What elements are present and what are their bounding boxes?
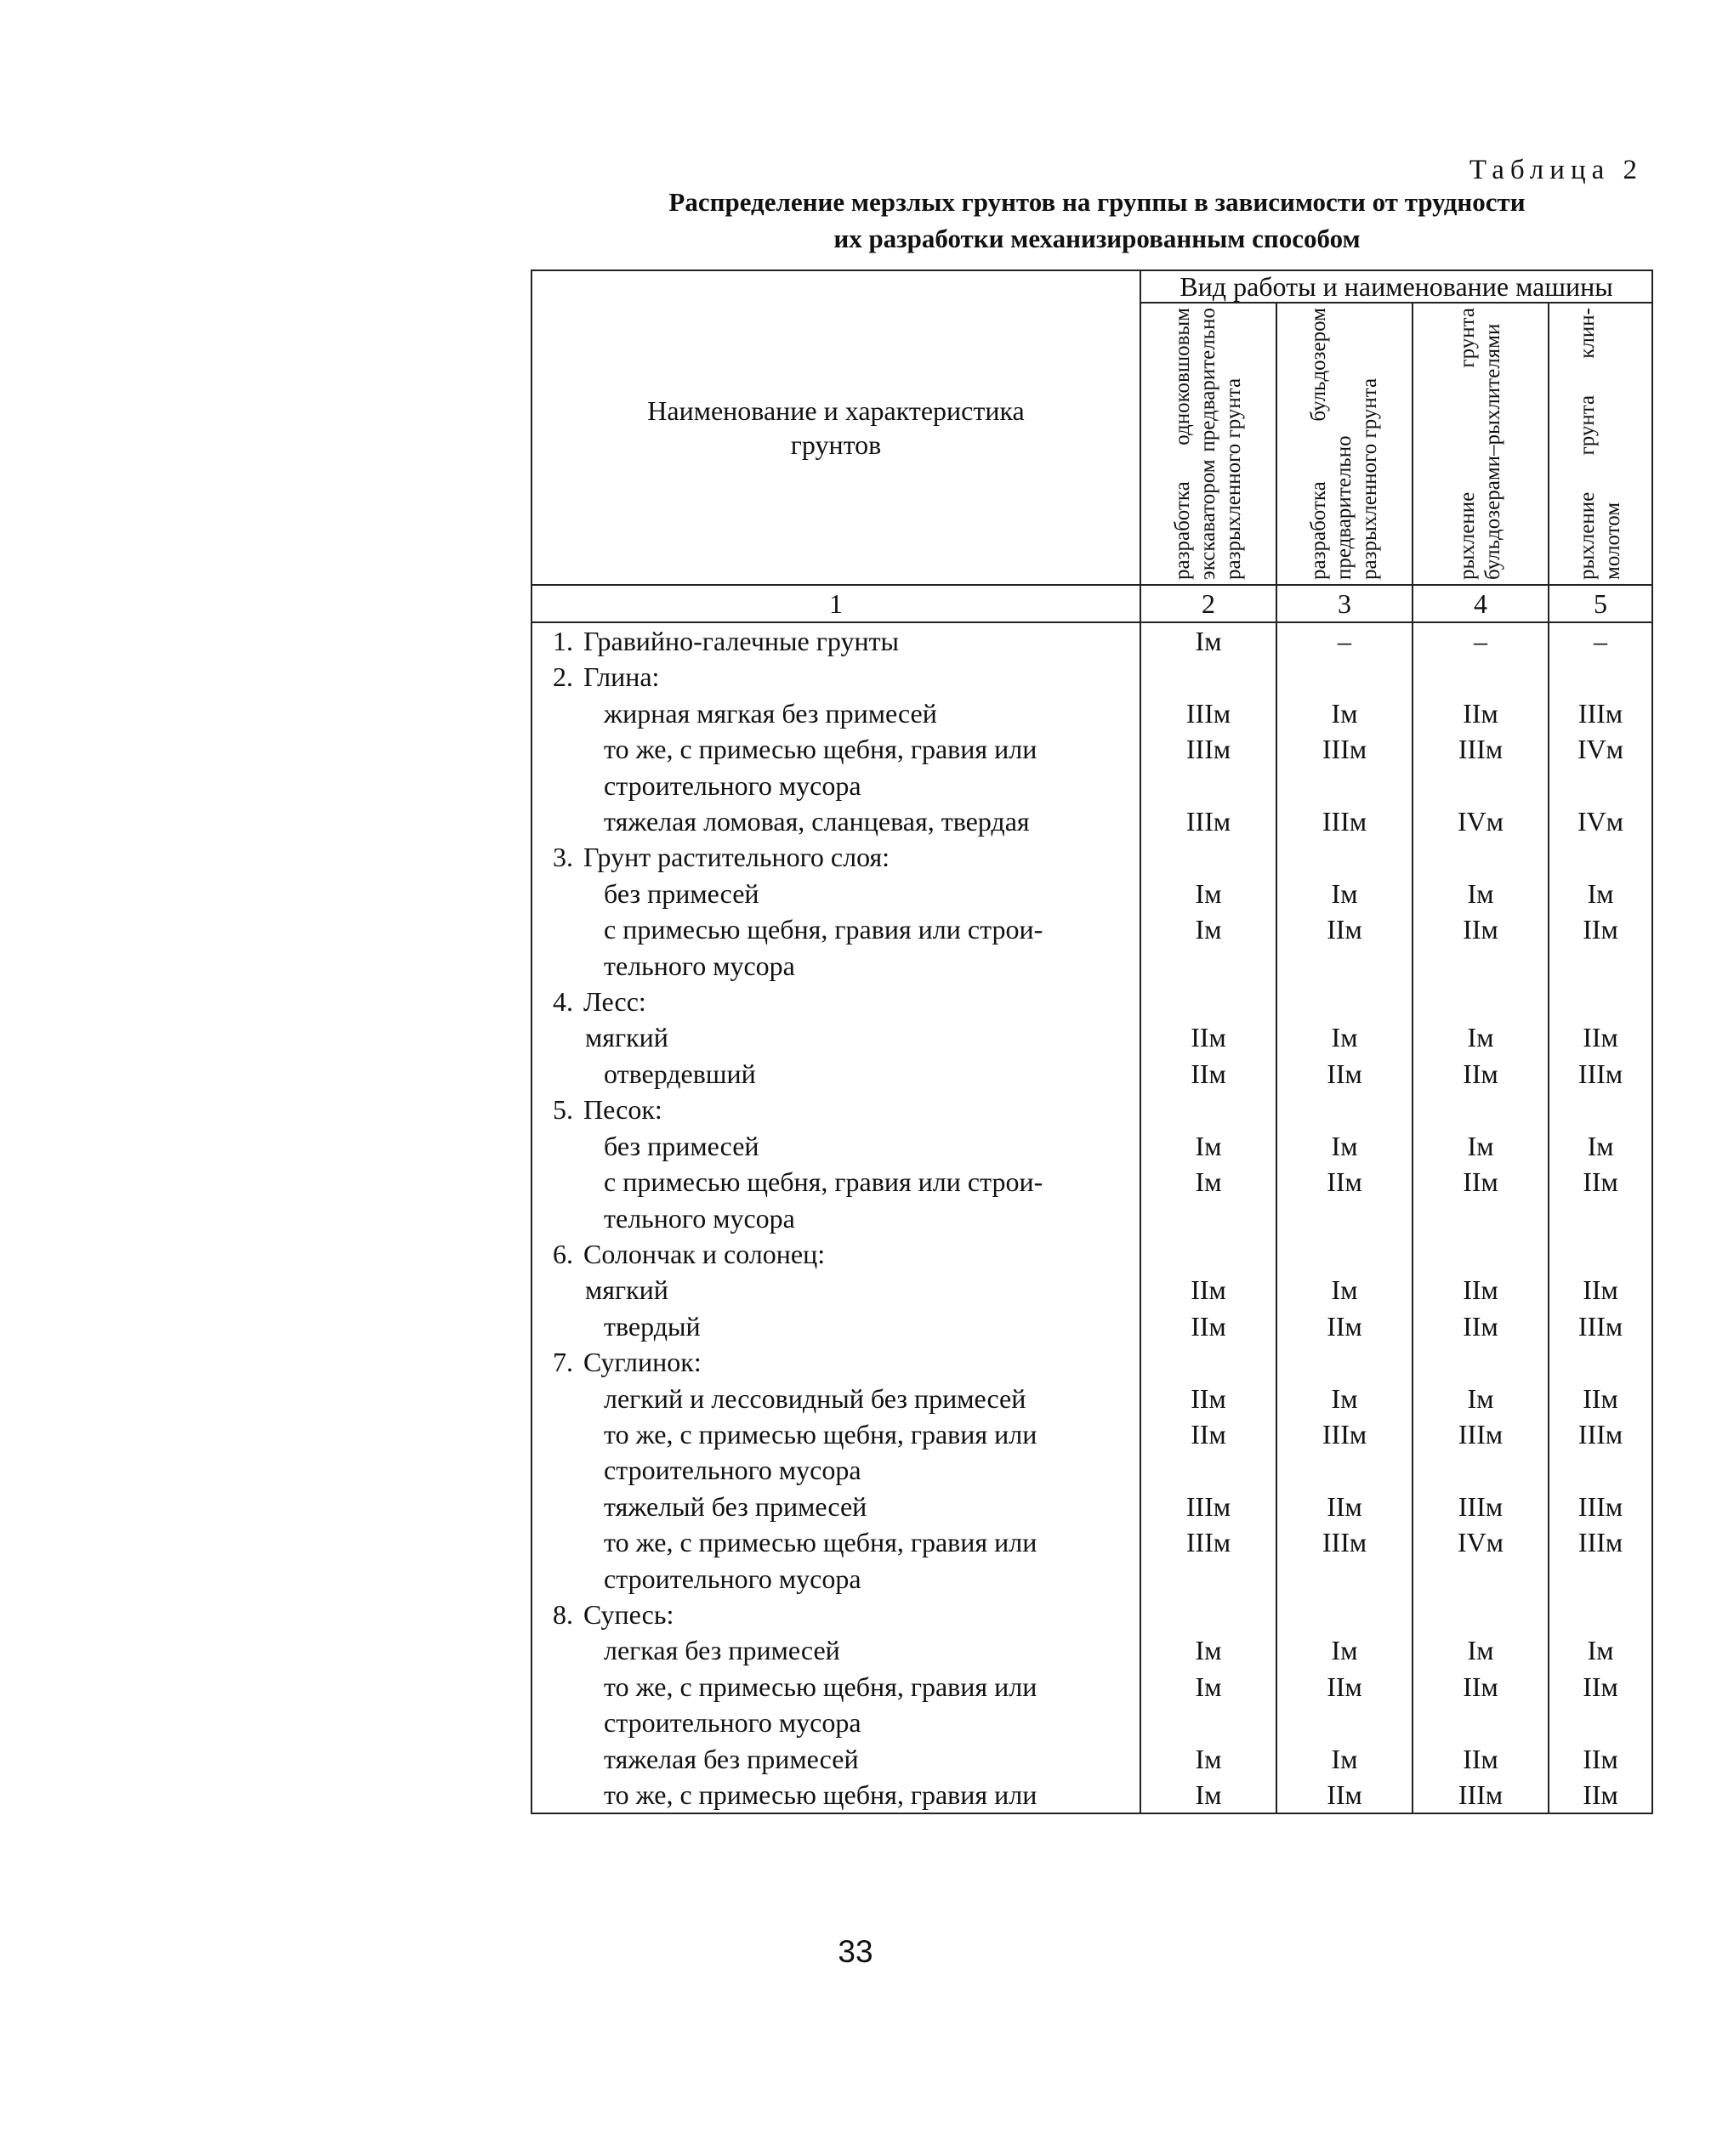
group-value-c2: Iм [1140, 876, 1276, 911]
soil-name-cell [531, 768, 1140, 803]
group-value-c3: IIм [1276, 1056, 1413, 1092]
soil-name-cell [531, 1632, 1140, 1668]
table-row [531, 911, 1652, 947]
table-row [531, 1452, 1652, 1488]
table-row [531, 731, 1652, 767]
group-value-c4 [1413, 1236, 1549, 1272]
table-row [531, 768, 1652, 803]
group-value-c5 [1549, 984, 1652, 1019]
group-value-c4 [1413, 1705, 1549, 1740]
group-value-c3 [1276, 1705, 1413, 1740]
table-row [531, 1056, 1652, 1092]
group-value-c4: IIм [1413, 1741, 1549, 1777]
soil-name: то же, с примесью щебня, гравия или [604, 1671, 1037, 1702]
soil-groups-table [531, 270, 1653, 1814]
group-value-c4: – [1413, 622, 1549, 659]
table-row [531, 1416, 1652, 1452]
soil-name: Гравийно-галечные грунты [583, 626, 900, 656]
title-line-2: их разработки механизированным способом [833, 224, 1361, 253]
group-value-c5: Iм [1549, 876, 1652, 911]
soil-name-cell [531, 1381, 1140, 1416]
soil-name: без примесей [604, 877, 759, 909]
group-value-c3 [1276, 1344, 1413, 1380]
soil-name: строительного мусора [604, 1455, 861, 1486]
column-number: 2 [1140, 585, 1276, 622]
table-row [531, 1128, 1652, 1164]
group-value-c2: IIм [1140, 1019, 1276, 1055]
group-value-c3 [1276, 984, 1413, 1019]
group-value-c3: Iм [1276, 1019, 1413, 1055]
group-value-c4 [1413, 1597, 1549, 1632]
soil-name-cell [531, 1777, 1140, 1813]
col4-header [1413, 303, 1549, 585]
soil-name: мягкий [585, 1274, 668, 1306]
column-number-row [531, 585, 1652, 622]
group-value-c4: IIIм [1413, 1489, 1549, 1524]
group-value-c3 [1276, 1597, 1413, 1632]
group-value-c3 [1276, 1452, 1413, 1488]
group-value-c5: IIм [1549, 1272, 1652, 1308]
soil-name: тельного мусора [604, 950, 795, 981]
column-number: 3 [1276, 585, 1413, 622]
table-row [531, 622, 1652, 659]
group-value-c5 [1549, 1705, 1652, 1740]
soil-name-cell [531, 695, 1140, 731]
group-value-c5: IVм [1549, 731, 1652, 767]
group-value-c5: Iм [1549, 1632, 1652, 1668]
table-row [531, 1164, 1652, 1200]
soil-name: тяжелый без примесей [604, 1490, 867, 1522]
soil-name: твердый [604, 1310, 701, 1342]
group-value-c5 [1549, 659, 1652, 695]
soil-name-cell [531, 984, 1140, 1019]
group-value-c2 [1140, 1705, 1276, 1740]
group-value-c4: IIм [1413, 1308, 1549, 1344]
title-line-1: Распределение мерзлых грунтов на группы в зависимости от трудности [668, 187, 1526, 217]
soil-name: без примесей [604, 1130, 759, 1161]
soil-name: строительного мусора [604, 769, 861, 801]
table-row [531, 1524, 1652, 1560]
table-row [531, 876, 1652, 911]
group-value-c2 [1140, 1561, 1276, 1597]
group-value-c2 [1140, 948, 1276, 984]
item-number: 1. [553, 626, 573, 656]
group-value-c3 [1276, 659, 1413, 695]
group-value-c2: IIм [1140, 1272, 1276, 1308]
group-value-c3 [1276, 948, 1413, 984]
group-value-c5: IIIм [1549, 1056, 1652, 1092]
group-value-c5: IIм [1549, 1777, 1652, 1813]
table-row [531, 1777, 1652, 1813]
group-value-c3 [1276, 1561, 1413, 1597]
soil-name-cell [531, 1416, 1140, 1452]
group-value-c2 [1140, 1597, 1276, 1632]
work-type-group-header: Вид работы и наименование машины [1140, 270, 1652, 303]
soil-name-cell [531, 1597, 1140, 1632]
group-value-c3: IIм [1276, 1164, 1413, 1200]
group-value-c2 [1140, 984, 1276, 1019]
table-row [531, 1489, 1652, 1524]
group-value-c5 [1549, 1561, 1652, 1597]
soil-name-cell [531, 1128, 1140, 1164]
group-value-c2 [1140, 1092, 1276, 1127]
group-value-c4: Iм [1413, 1381, 1549, 1416]
group-value-c2: Iм [1140, 622, 1276, 659]
group-value-c2: IIIм [1140, 1489, 1276, 1524]
group-value-c2 [1140, 1236, 1276, 1272]
table-row [531, 839, 1652, 875]
table-row [531, 1236, 1652, 1272]
group-value-c3: IIм [1276, 1308, 1413, 1344]
table-row [531, 695, 1652, 731]
page-number: 33 [838, 1934, 873, 1969]
table-row [531, 1272, 1652, 1308]
group-value-c3: IIIм [1276, 1524, 1413, 1560]
soil-name: то же, с примесью щебня, гравия или [604, 734, 1037, 765]
table-row [531, 1200, 1652, 1236]
soil-name: Солончак и солонец: [583, 1238, 826, 1269]
column-number: 5 [1549, 585, 1652, 622]
soil-name-cell [531, 1741, 1140, 1777]
group-value-c5: IIIм [1549, 695, 1652, 731]
soil-name-cell [531, 1056, 1140, 1092]
group-value-c4 [1413, 1092, 1549, 1127]
soil-name-cell [531, 1200, 1140, 1236]
soil-name: мягкий [585, 1022, 668, 1053]
group-value-c4 [1413, 839, 1549, 875]
group-value-c4 [1413, 768, 1549, 803]
soil-name-cell [531, 731, 1140, 767]
group-value-c2 [1140, 839, 1276, 875]
soil-name-cell [531, 1092, 1140, 1127]
table-row [531, 1705, 1652, 1740]
group-value-c2: Iм [1140, 1777, 1276, 1813]
group-value-c3: Iм [1276, 1741, 1413, 1777]
group-value-c5: IIм [1549, 1164, 1652, 1200]
group-value-c5: IIм [1549, 1669, 1652, 1705]
group-value-c5: – [1549, 622, 1652, 659]
group-value-c2: Iм [1140, 1128, 1276, 1164]
soil-name-cell [531, 622, 1140, 659]
group-value-c4: IVм [1413, 803, 1549, 839]
soil-name-cell [531, 911, 1140, 947]
col3-header [1276, 303, 1413, 585]
group-value-c3: Iм [1276, 1632, 1413, 1668]
group-value-c5 [1549, 768, 1652, 803]
group-value-c3: Iм [1276, 695, 1413, 731]
group-value-c2: IIIм [1140, 695, 1276, 731]
table-row [531, 1741, 1652, 1777]
table-row [531, 984, 1652, 1019]
group-value-c2: Iм [1140, 1669, 1276, 1705]
column-number: 4 [1413, 585, 1549, 622]
group-value-c2: Iм [1140, 1164, 1276, 1200]
soil-name: с примесью щебня, гравия или строи- [604, 1166, 1043, 1198]
group-value-c3: IIм [1276, 1669, 1413, 1705]
group-value-c4 [1413, 1344, 1549, 1380]
soil-name-cell [531, 1272, 1140, 1308]
group-value-c4: IIм [1413, 1669, 1549, 1705]
soil-name: тельного мусора [604, 1202, 795, 1234]
soil-name: с примесью щебня, гравия или строи- [604, 914, 1043, 945]
group-value-c4 [1413, 1561, 1549, 1597]
soil-name: легкая без примесей [604, 1635, 840, 1666]
soil-name-cell [531, 1164, 1140, 1200]
group-value-c3: – [1276, 622, 1413, 659]
group-value-c5: IIIм [1549, 1524, 1652, 1560]
group-value-c5: IIIм [1549, 1308, 1652, 1344]
group-value-c3 [1276, 768, 1413, 803]
soil-name-cell [531, 839, 1140, 875]
name-header-line-2: грунтов [790, 429, 882, 460]
group-value-c2: IIIм [1140, 1524, 1276, 1560]
item-number: 8. [553, 1598, 573, 1630]
group-value-c5: IIм [1549, 1381, 1652, 1416]
soil-name-cell [531, 1236, 1140, 1272]
group-value-c3: Iм [1276, 876, 1413, 911]
soil-name: то же, с примесью щебня, гравия или [604, 1527, 1037, 1558]
group-value-c3: IIIм [1276, 803, 1413, 839]
soil-name: Грунт растительного слоя: [583, 842, 890, 873]
group-value-c3: Iм [1276, 1128, 1413, 1164]
soil-name-cell [531, 1019, 1140, 1055]
table-row [531, 1308, 1652, 1344]
table-row [531, 1669, 1652, 1705]
group-value-c4: Iм [1413, 1128, 1549, 1164]
table-row [531, 1561, 1652, 1597]
item-number: 6. [553, 1238, 573, 1269]
group-value-c2: IIIм [1140, 731, 1276, 767]
group-value-c3 [1276, 1200, 1413, 1236]
group-value-c4 [1413, 984, 1549, 1019]
group-value-c5 [1549, 1452, 1652, 1488]
soil-name: легкий и лессовидный без примесей [604, 1382, 1026, 1414]
group-value-c3: IIIм [1276, 731, 1413, 767]
soil-name: жирная мягкая без примесей [604, 697, 937, 729]
group-value-c5: IIIм [1549, 1489, 1652, 1524]
group-value-c4: IIм [1413, 1272, 1549, 1308]
soil-name-cell [531, 1452, 1140, 1488]
table-row [531, 659, 1652, 695]
col5-header-text: рыхление грунта клин-молотом [1576, 308, 1625, 580]
group-value-c3: IIм [1276, 911, 1413, 947]
group-value-c3 [1276, 839, 1413, 875]
table-row [531, 1597, 1652, 1632]
group-value-c4: IIIм [1413, 1777, 1549, 1813]
item-number: 7. [553, 1347, 573, 1378]
col3-header-text: разработка бульдозером предварительно разрыхленного грунта [1307, 308, 1381, 580]
table-label: Таблица 2 [1469, 155, 1643, 185]
table-row [531, 1019, 1652, 1055]
col5-header [1549, 303, 1652, 585]
name-header-line-1: Наименование и характеристика [647, 395, 1025, 426]
column-number: 1 [531, 585, 1140, 622]
group-value-c5: IIIм [1549, 1416, 1652, 1452]
group-value-c4: IIIм [1413, 731, 1549, 767]
group-value-c2 [1140, 659, 1276, 695]
group-value-c5 [1549, 1236, 1652, 1272]
group-value-c4 [1413, 948, 1549, 984]
soil-name-cell [531, 803, 1140, 839]
group-value-c5 [1549, 1344, 1652, 1380]
soil-name-cell [531, 948, 1140, 984]
soil-name-cell [531, 1308, 1140, 1344]
group-value-c3: Iм [1276, 1272, 1413, 1308]
table-header [531, 270, 1652, 622]
table-row [531, 1632, 1652, 1668]
group-value-c4: IIм [1413, 1056, 1549, 1092]
group-value-c3: IIIм [1276, 1416, 1413, 1452]
soil-name-cell [531, 1489, 1140, 1524]
group-value-c5: IIм [1549, 911, 1652, 947]
item-number: 2. [553, 661, 573, 693]
group-value-c2: Iм [1140, 911, 1276, 947]
soil-name-cell [531, 1524, 1140, 1560]
table-row [531, 1092, 1652, 1127]
soil-name: Глина: [583, 661, 660, 693]
soil-name: то же, с примесью щебня, гравия или [604, 1779, 1037, 1810]
soil-name-cell [531, 1669, 1140, 1705]
group-value-c3 [1276, 1092, 1413, 1127]
group-value-c5 [1549, 1597, 1652, 1632]
group-value-c2: IIм [1140, 1416, 1276, 1452]
group-value-c3: Iм [1276, 1381, 1413, 1416]
group-value-c3: IIм [1276, 1489, 1413, 1524]
group-value-c5: IIм [1549, 1741, 1652, 1777]
table-row [531, 1344, 1652, 1380]
group-value-c5 [1549, 1092, 1652, 1127]
table-row [531, 948, 1652, 984]
soil-name: строительного мусора [604, 1563, 861, 1594]
table-row [531, 1381, 1652, 1416]
table-title [544, 184, 1650, 257]
group-value-c4 [1413, 1452, 1549, 1488]
group-value-c2 [1140, 768, 1276, 803]
group-value-c4: IIIм [1413, 1416, 1549, 1452]
group-value-c4 [1413, 1200, 1549, 1236]
group-value-c2: IIм [1140, 1381, 1276, 1416]
soil-name-cell [531, 659, 1140, 695]
soil-name: отвердевший [604, 1058, 756, 1089]
group-value-c2 [1140, 1344, 1276, 1380]
group-value-c4: IVм [1413, 1524, 1549, 1560]
soil-name-cell [531, 1344, 1140, 1380]
group-value-c5 [1549, 1200, 1652, 1236]
soil-name: тяжелая ломовая, сланцевая, твердая [604, 806, 1030, 837]
group-value-c3 [1276, 1236, 1413, 1272]
group-value-c5: IIм [1549, 1019, 1652, 1055]
item-number: 4. [553, 986, 573, 1018]
col4-header-text: рыхление грунта бульдозерами–рыхлителями [1456, 308, 1504, 580]
group-value-c2 [1140, 1452, 1276, 1488]
group-value-c5: IVм [1549, 803, 1652, 839]
group-value-c2 [1140, 1200, 1276, 1236]
soil-name-cell [531, 876, 1140, 911]
soil-name: Лесс: [583, 986, 646, 1018]
col2-header-text: разработка одноковшовым экскаватором предварительно разрыхленного грунта [1171, 308, 1245, 580]
soil-name: строительного мусора [604, 1707, 861, 1739]
item-number: 3. [553, 842, 573, 873]
table-body [531, 622, 1652, 1813]
group-value-c5 [1549, 948, 1652, 984]
group-value-c2: IIм [1140, 1308, 1276, 1344]
group-value-c5 [1549, 839, 1652, 875]
group-value-c4: IIм [1413, 911, 1549, 947]
group-value-c5: Iм [1549, 1128, 1652, 1164]
soil-name: Песок: [583, 1094, 662, 1126]
soil-name: тяжелая без примесей [604, 1743, 859, 1774]
soil-name: Суглинок: [583, 1347, 702, 1378]
group-value-c2: Iм [1140, 1632, 1276, 1668]
soil-name-cell [531, 1561, 1140, 1597]
group-value-c2: IIм [1140, 1056, 1276, 1092]
group-value-c2: Iм [1140, 1741, 1276, 1777]
group-value-c3: IIм [1276, 1777, 1413, 1813]
group-value-c4: Iм [1413, 1632, 1549, 1668]
col2-header [1140, 303, 1276, 585]
group-value-c2: IIIм [1140, 803, 1276, 839]
group-value-c4: IIм [1413, 1164, 1549, 1200]
group-value-c4 [1413, 659, 1549, 695]
soil-name: Супесь: [583, 1598, 674, 1630]
soil-name-cell [531, 1705, 1140, 1740]
group-value-c4: Iм [1413, 1019, 1549, 1055]
group-value-c4: IIм [1413, 695, 1549, 731]
group-value-c4: Iм [1413, 876, 1549, 911]
name-column-header [531, 270, 1140, 585]
item-number: 5. [553, 1094, 573, 1126]
soil-name: то же, с примесью щебня, гравия или [604, 1418, 1037, 1450]
table-row [531, 803, 1652, 839]
